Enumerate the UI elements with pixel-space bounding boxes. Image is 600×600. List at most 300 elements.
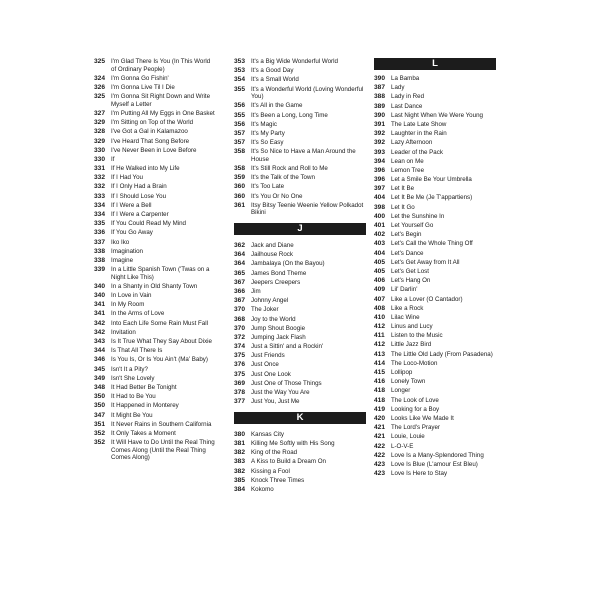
song-entry <box>234 352 366 360</box>
song-entry <box>94 310 216 318</box>
song-entry <box>94 292 216 300</box>
page-number: 382 <box>234 449 246 457</box>
song-entry <box>234 398 366 406</box>
song-title: In My Room <box>111 301 145 309</box>
song-entry <box>234 477 366 485</box>
song-entry <box>374 139 496 147</box>
song-title: Let a Smile Be Your Umbrella <box>391 176 472 184</box>
song-entry <box>234 306 366 314</box>
page-number: 403 <box>374 240 386 248</box>
page-number: 348 <box>94 383 106 391</box>
song-entry <box>234 449 366 457</box>
page-number: 325 <box>94 58 106 65</box>
page-number: 351 <box>94 420 106 428</box>
song-list <box>234 431 366 494</box>
page-number: 394 <box>374 157 386 165</box>
section-letter-header: J <box>234 223 366 235</box>
song-entry <box>94 421 216 429</box>
page-number: 367 <box>234 297 246 305</box>
song-title: I'm Gonna Sit Right Down and Write Myself a Letter <box>111 93 211 108</box>
song-title: Linus and Lucy <box>391 323 433 331</box>
song-title: Just a Sittin' and a Rockin' <box>251 343 324 351</box>
song-entry <box>374 259 496 267</box>
song-entry <box>234 431 366 439</box>
song-entry <box>374 222 496 230</box>
song-entry <box>94 266 216 281</box>
song-entry <box>234 112 366 120</box>
song-title: Let It Go <box>391 203 415 211</box>
song-title: It's Been a Long, Long Time <box>251 111 328 119</box>
song-title: I'm Glad There Is You (In This World of Ordinary People) <box>111 58 211 73</box>
song-title: Johnny Angel <box>251 297 289 305</box>
page-number: 342 <box>94 328 106 336</box>
song-entry <box>374 103 496 111</box>
page-number: 330 <box>94 146 106 154</box>
song-entry <box>234 148 366 163</box>
song-title: Itsy Bitsy Teenie Weenie Yellow Polkadot Bikini <box>251 201 364 217</box>
page-number: 360 <box>234 183 246 191</box>
song-title: Louie, Louie <box>391 433 425 441</box>
song-entry <box>374 194 496 202</box>
song-title: Looks Like We Made It <box>391 414 454 422</box>
song-title: It's My Party <box>251 129 285 137</box>
page-number: 383 <box>234 458 246 466</box>
song-title: If I Had You <box>111 174 143 182</box>
page-number: 376 <box>234 361 246 369</box>
song-entry <box>94 229 216 237</box>
song-title: In a Little Spanish Town ('Twas on a Night Like This) <box>111 266 210 281</box>
page-number: 406 <box>374 277 386 285</box>
song-title: Lean on Me <box>391 157 424 165</box>
song-title: It's a Big Wide Wonderful World <box>251 58 338 65</box>
song-title: In Love in Vain <box>111 292 152 300</box>
song-entry <box>234 468 366 476</box>
song-title: It's So Easy <box>251 139 284 147</box>
page-number: 347 <box>94 411 106 419</box>
song-title: Is It True What They Say About Dixie <box>111 338 212 346</box>
song-title: James Bond Theme <box>251 269 307 277</box>
song-entry <box>234 139 366 147</box>
page-number: 391 <box>374 120 386 128</box>
page-number: 340 <box>94 292 106 300</box>
song-entry <box>374 470 496 478</box>
song-title: Lonely Town <box>391 378 426 386</box>
song-title: Last Night When We Were Young <box>391 111 483 119</box>
page-number: 369 <box>234 379 246 387</box>
song-entry <box>234 334 366 342</box>
song-entry <box>374 213 496 221</box>
song-entry <box>94 119 216 127</box>
page-number: 334 <box>94 211 106 218</box>
section-letter-header: K <box>234 412 366 424</box>
page-number: 416 <box>374 378 386 386</box>
song-entry <box>94 248 216 256</box>
song-entry <box>374 112 496 120</box>
page-number: 357 <box>234 139 246 147</box>
section-letter-header: L <box>374 58 496 70</box>
page-number: 392 <box>374 139 386 147</box>
song-title: The Little Old Lady (From Pasadena) <box>391 350 493 358</box>
song-entry <box>374 185 496 193</box>
song-title: The Joker <box>251 306 279 314</box>
song-entry <box>94 347 216 355</box>
page-number: 342 <box>94 319 106 327</box>
song-entry <box>94 402 216 410</box>
song-entry <box>234 174 366 182</box>
page-number: 389 <box>374 102 386 110</box>
page-number: 346 <box>94 356 106 364</box>
song-title: Let Yourself Go <box>391 222 434 229</box>
song-title: Kokomo <box>251 485 274 493</box>
page-number: 405 <box>374 267 386 275</box>
song-entry <box>94 439 216 462</box>
song-title: La Bamba <box>391 75 420 82</box>
song-entry <box>374 121 496 129</box>
page-number: 422 <box>374 442 386 450</box>
song-entry <box>234 76 366 84</box>
page-number: 419 <box>374 405 386 413</box>
song-title: Like a Rock <box>391 304 424 312</box>
page-number: 384 <box>234 485 246 493</box>
song-title: In a Shanty in Old Shanty Town <box>111 282 198 290</box>
page-number: 388 <box>374 93 386 101</box>
song-entry <box>94 138 216 146</box>
song-title: Is You Is, Or Is You Ain't (Ma' Baby) <box>111 356 208 364</box>
song-entry <box>234 58 366 66</box>
song-title: Love Is a Many-Splendored Thing <box>391 451 484 459</box>
page-number: 332 <box>94 183 106 191</box>
page-number: 340 <box>94 282 106 290</box>
song-entry <box>94 257 216 265</box>
song-entry <box>374 130 496 138</box>
song-title: It's Too Late <box>251 183 285 191</box>
page-number: 355 <box>234 111 246 119</box>
page-number: 352 <box>94 439 106 447</box>
page-number: 338 <box>94 256 106 264</box>
song-entry <box>94 329 216 337</box>
song-entry <box>94 174 216 182</box>
index-column-3 <box>374 58 496 479</box>
page-number: 398 <box>374 203 386 211</box>
page-number: 407 <box>374 295 386 303</box>
page-number: 336 <box>94 229 106 237</box>
song-entry <box>374 286 496 294</box>
page-number: 360 <box>234 192 246 200</box>
page-number: 390 <box>374 75 386 82</box>
page-number: 413 <box>374 350 386 358</box>
song-title: Just Once <box>251 361 279 369</box>
song-title: I'm Gonna Go Fishin' <box>111 74 169 82</box>
song-title: Let's Get Away from It All <box>391 258 460 266</box>
song-title: It Happened in Monterey <box>111 402 179 410</box>
page-number: 400 <box>374 212 386 220</box>
song-title: If I Should Lose You <box>111 192 167 200</box>
page-number: 325 <box>94 93 106 101</box>
page-number: 392 <box>374 130 386 138</box>
song-title: Knock Three Times <box>251 476 305 484</box>
page-number: 350 <box>94 393 106 401</box>
page-number: 353 <box>234 67 246 75</box>
page-number: 341 <box>94 301 106 309</box>
page-number: 374 <box>234 343 246 351</box>
song-title: Invitation <box>111 328 136 336</box>
song-title: Lady in Red <box>391 93 425 101</box>
song-title: The Loco-Motion <box>391 359 438 367</box>
song-entry <box>374 424 496 432</box>
song-entry <box>94 202 216 210</box>
song-entry <box>94 366 216 374</box>
page-number: 421 <box>374 433 386 441</box>
page-number: 350 <box>94 402 106 410</box>
page-number: 352 <box>94 429 106 437</box>
song-title: I'm Putting All My Eggs in One Basket <box>111 109 215 117</box>
song-entry <box>234 270 366 278</box>
song-entry <box>374 204 496 212</box>
page-number: 370 <box>234 324 246 332</box>
song-entry <box>234 165 366 173</box>
page-number: 335 <box>94 220 106 228</box>
song-title: Let It Be Me (Je T'appartiens) <box>391 194 473 202</box>
song-title: It's the Talk of the Town <box>251 174 315 182</box>
song-title: It's You Or No One <box>251 192 303 200</box>
page-number: 420 <box>374 414 386 422</box>
song-title: In the Arms of Love <box>111 310 165 318</box>
song-title: Lil' Darlin' <box>391 286 418 294</box>
song-entry <box>374 406 496 414</box>
page-number: 381 <box>234 439 246 447</box>
song-entry <box>234 486 366 494</box>
song-title: The Late Late Show <box>391 120 447 128</box>
page-number: 402 <box>374 231 386 239</box>
page-number: 358 <box>234 148 246 156</box>
song-entry <box>374 149 496 157</box>
song-entry <box>94 183 216 191</box>
song-title: Just One Look <box>251 370 291 378</box>
song-entry <box>94 375 216 383</box>
song-entry <box>234 260 366 268</box>
song-entry <box>234 458 366 466</box>
song-title: Let's Get Lost <box>391 267 429 275</box>
song-entry <box>374 296 496 304</box>
song-title: If You Go Away <box>111 229 153 237</box>
page-number: 339 <box>94 266 106 274</box>
page-number: 387 <box>374 84 386 92</box>
page-number: 404 <box>374 249 386 257</box>
song-entry <box>94 338 216 346</box>
song-entry <box>234 297 366 305</box>
page-number: 375 <box>234 352 246 360</box>
page-number: 365 <box>234 269 246 277</box>
song-entry <box>94 58 216 73</box>
song-title: Let's Hang On <box>391 277 431 285</box>
page-number: 354 <box>234 76 246 84</box>
song-entry <box>234 121 366 129</box>
index-column-2 <box>234 58 366 495</box>
song-title: Let's Call the Whole Thing Off <box>391 240 473 248</box>
page-number: 412 <box>374 341 386 349</box>
song-title: Into Each Life Some Rain Must Fall <box>111 319 208 327</box>
page-number: 422 <box>374 451 386 459</box>
song-entry <box>234 380 366 388</box>
song-title: Imagine <box>111 256 134 264</box>
song-entry <box>94 193 216 201</box>
page-number: 401 <box>374 222 386 229</box>
song-entry <box>374 461 496 469</box>
song-entry <box>374 84 496 92</box>
song-title: Imagination <box>111 247 143 255</box>
page-number: 404 <box>374 194 386 202</box>
page-number: 324 <box>94 74 106 82</box>
song-entry <box>94 156 216 164</box>
song-entry <box>94 93 216 108</box>
song-entry <box>374 360 496 368</box>
song-title: I've Got a Gal in Kalamazoo <box>111 128 188 136</box>
page-number: 405 <box>374 258 386 266</box>
song-title: Lady <box>391 84 405 92</box>
song-title: Isn't She Lovely <box>111 374 155 382</box>
song-title: If <box>111 155 115 163</box>
page-number: 382 <box>234 467 246 475</box>
page-number: 412 <box>374 323 386 331</box>
page-number: 345 <box>94 365 106 373</box>
song-entry <box>234 102 366 110</box>
page-number: 356 <box>234 120 246 128</box>
song-entry <box>94 384 216 392</box>
song-title: Little Jazz Bird <box>391 341 432 349</box>
song-title: Jambalaya (On the Bayou) <box>251 260 325 268</box>
song-entry <box>374 268 496 276</box>
song-title: Kansas City <box>251 430 285 438</box>
song-entry <box>234 316 366 324</box>
song-title: It's a Wonderful World (Loving Wonderful You) <box>251 85 364 101</box>
song-entry <box>374 240 496 248</box>
song-title: Iko Iko <box>111 238 130 246</box>
song-title: Looking for a Boy <box>391 405 440 413</box>
page-number: 364 <box>234 260 246 268</box>
song-title: Jeepers Creepers <box>251 278 301 286</box>
song-title: Laughter in the Rain <box>391 130 447 138</box>
page-number: 359 <box>234 174 246 182</box>
song-entry <box>94 75 216 83</box>
song-entry <box>234 389 366 397</box>
song-entry <box>234 371 366 379</box>
song-entry <box>234 440 366 448</box>
song-title: It's Magic <box>251 120 277 128</box>
song-entry <box>94 147 216 155</box>
song-entry <box>234 279 366 287</box>
page-number: 330 <box>94 155 106 163</box>
song-title: Lazy Afternoon <box>391 139 433 147</box>
page-number: 349 <box>94 374 106 382</box>
song-list <box>374 75 496 478</box>
song-entry <box>374 167 496 175</box>
song-title: I've Heard That Song Before <box>111 137 190 145</box>
page-number: 337 <box>94 238 106 246</box>
song-title: It Never Rains in Southern California <box>111 420 212 428</box>
song-title: Leader of the Pack <box>391 148 443 156</box>
song-entry <box>234 325 366 333</box>
page-number: 377 <box>234 398 246 406</box>
song-title: Just You, Just Me <box>251 398 300 406</box>
page-number: 329 <box>94 137 106 145</box>
song-title: Jumping Jack Flash <box>251 333 306 341</box>
song-entry <box>94 211 216 219</box>
song-entry <box>94 283 216 291</box>
page-number: 329 <box>94 119 106 127</box>
page-number: 355 <box>234 85 246 93</box>
page-number: 409 <box>374 286 386 294</box>
song-entry <box>234 361 366 369</box>
song-title: Killing Me Softly with His Song <box>251 439 335 447</box>
song-title: A Kiss to Build a Dream On <box>251 458 326 466</box>
song-title: Just Friends <box>251 352 285 360</box>
page-number: 331 <box>94 165 106 173</box>
page-number: 372 <box>234 333 246 341</box>
page-number: 361 <box>234 201 246 209</box>
page-number: 408 <box>374 304 386 312</box>
song-entry <box>94 84 216 92</box>
song-entry <box>374 323 496 331</box>
song-entry <box>234 202 366 217</box>
song-title: If I Only Had a Brain <box>111 183 167 191</box>
page-number: 414 <box>374 359 386 367</box>
song-title: Is That All There Is <box>111 347 163 355</box>
page-number: 367 <box>234 278 246 286</box>
song-title: King of the Road <box>251 449 298 457</box>
song-list <box>94 58 216 462</box>
song-entry <box>234 130 366 138</box>
page-number: 326 <box>94 83 106 91</box>
song-entry <box>234 183 366 191</box>
page-number: 423 <box>374 470 386 478</box>
song-title: It Had to Be You <box>111 393 156 401</box>
page-number: 410 <box>374 313 386 321</box>
page-number: 411 <box>374 332 385 340</box>
song-title: It Might Be You <box>111 411 153 419</box>
song-title: It's Still Rock and Roll to Me <box>251 165 328 173</box>
page-number: 353 <box>234 58 246 65</box>
page-number: 380 <box>234 430 246 438</box>
song-entry <box>374 341 496 349</box>
song-entry <box>234 288 366 296</box>
page-number: 357 <box>234 129 246 137</box>
song-entry <box>94 220 216 228</box>
page-number: 390 <box>374 111 386 119</box>
song-entry <box>374 378 496 386</box>
song-entry <box>94 239 216 247</box>
page-number: 366 <box>234 287 246 295</box>
song-entry <box>234 67 366 75</box>
song-title: Joy to the World <box>251 315 296 323</box>
page-number: 396 <box>374 176 386 184</box>
song-list <box>234 58 366 217</box>
page-number: 378 <box>234 389 246 396</box>
song-entry <box>234 86 366 101</box>
song-entry <box>94 128 216 136</box>
song-title: If He Walked into My Life <box>111 165 180 173</box>
page-number: 370 <box>234 306 246 314</box>
page-number: 327 <box>94 109 106 117</box>
song-title: If I Were a Carpenter <box>111 211 169 218</box>
song-entry <box>94 356 216 364</box>
song-title: It Only Takes a Moment <box>111 429 176 437</box>
song-title: It Will Have to Do Until the Real Thing Comes Along (Until the Real Thing Comes Along) <box>111 439 215 462</box>
song-title: L-O-V-E <box>391 442 414 450</box>
song-title: It's So Nice to Have a Man Around the House <box>251 148 356 163</box>
song-title: I'm Gonna Live Til I Die <box>111 83 175 91</box>
page-number: 385 <box>234 476 246 484</box>
song-title: Kissing a Fool <box>251 467 290 475</box>
